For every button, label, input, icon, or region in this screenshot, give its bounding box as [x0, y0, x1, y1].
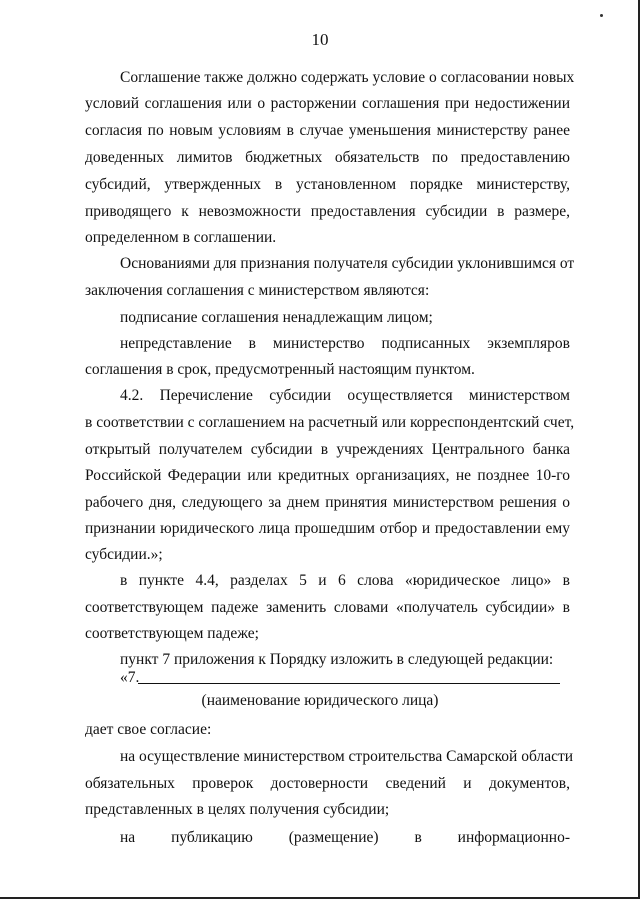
text-line: Основаниями для признания получателя субсидии уклонившимся от [120, 255, 575, 272]
text-line: рабочего дня, следующего за днем принятия министерством решения о [85, 494, 570, 511]
text-line: признании юридического лица прошедшим отбор и предоставлении ему [85, 520, 570, 537]
text-line: соответствующем падеже; [85, 625, 259, 642]
text-line: условий соглашения или о расторжении соглашения при недостижении [85, 95, 570, 112]
text-line: в пункте 4.4, разделах 5 и 6 слова «юридическое лицо» в [120, 572, 570, 589]
scan-speck [600, 14, 603, 17]
text-line: представленных в целях получения субсидии; [85, 801, 390, 818]
text-line: обязательных проверок достоверности сведений и документов, [85, 775, 570, 792]
text-line: заключения соглашения с министерством являются: [85, 282, 430, 299]
text-line: соглашения в срок, предусмотренный настоящим пунктом. [85, 361, 475, 378]
text-line: открытый получателем субсидии в учреждениях Центрального банка [85, 441, 570, 458]
text-line: Российской Федерации или кредитных организациях, не позднее 10-го [85, 467, 570, 484]
text-line: непредставление в министерство подписанных экземпляров [120, 335, 570, 352]
text-line: приводящего к невозможности предоставления субсидии в размере, [85, 203, 570, 220]
text-line: «7. [120, 669, 140, 686]
text-line: Соглашение также должно содержать условие о согласовании новых [120, 69, 575, 86]
text-line: субсидии.»; [85, 546, 163, 563]
text-line: на осуществление министерством строительства Самарской области [120, 748, 574, 765]
text-line: дает свое согласие: [85, 721, 212, 738]
text-line: пункт 7 приложения к Порядку изложить в следующей редакции: [120, 651, 554, 668]
text-line: согласия по новым условиям в случае уменьшения министерству ранее [85, 122, 570, 139]
page-number: 10 [311, 30, 329, 49]
text-line: определенном в соглашении. [85, 229, 277, 246]
text-line: в соответствии с соглашением на расчетный или корреспондентский счет, [85, 414, 575, 431]
text-line: 4.2. Перечисление субсидии осуществляется министерством [120, 387, 570, 404]
blank-caption: (наименование юридического лица) [201, 692, 439, 709]
text-line: подписание соглашения ненадлежащим лицом; [120, 309, 433, 326]
text-line: доведенных лимитов бюджетных обязательств по предоставлению [85, 149, 570, 166]
name-blank-line [138, 683, 560, 684]
text-line: соответствующем падеже заменить словами «получатель субсидии» в [85, 599, 570, 616]
text-line: субсидий, утвержденных в установленном порядке министерству, [85, 176, 570, 193]
text-line: на публикацию (размещение) в информационно- [120, 829, 570, 846]
